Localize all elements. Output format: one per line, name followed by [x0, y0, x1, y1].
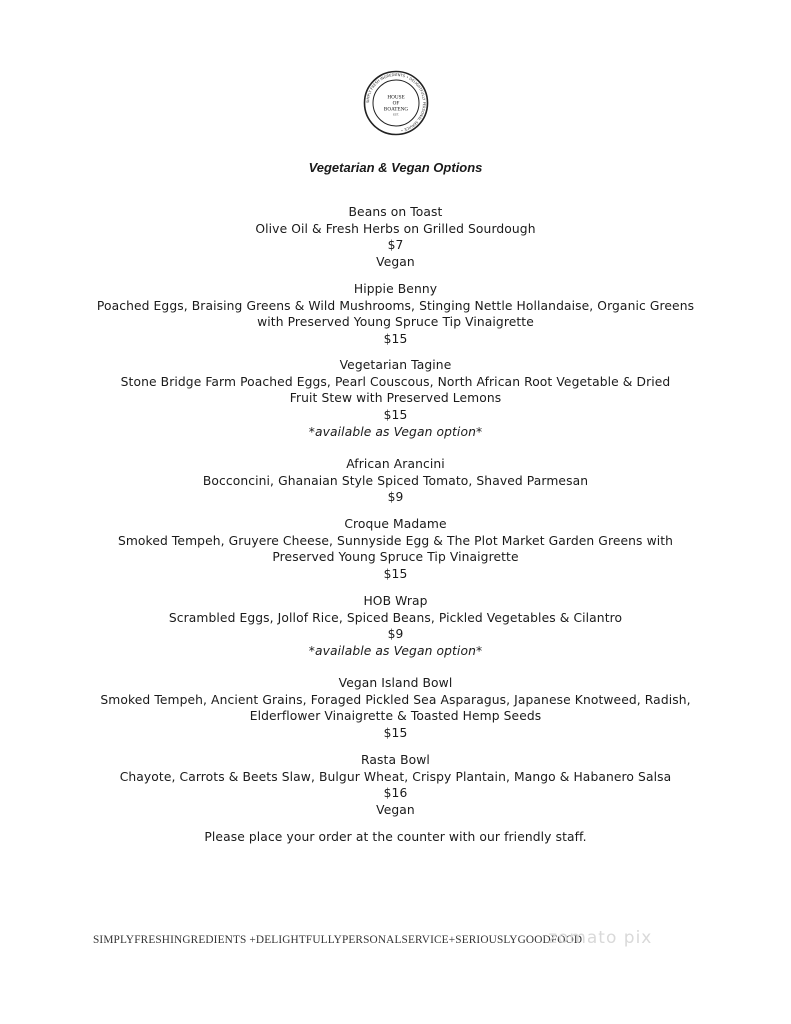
- item-price: $15: [383, 726, 408, 741]
- item-name: Croque Madame: [344, 517, 447, 531]
- item-price: $15: [383, 567, 408, 582]
- item-vegan-option-note: *available as Vegan option*: [308, 424, 483, 439]
- house-of-boateng-logo: [363, 70, 429, 136]
- svg-text:EST.: EST.: [393, 112, 399, 117]
- item-description: Preserved Young Spruce Tip Vinaigrette: [272, 550, 519, 565]
- item-price: $15: [383, 332, 408, 347]
- item-description: Stone Bridge Farm Poached Eggs, Pearl Couscous, North African Root Vegetable & Dried: [120, 374, 671, 389]
- svg-text:HOUSE: HOUSE: [387, 94, 405, 101]
- item-price: $16: [383, 786, 408, 801]
- item-name: Hippie Benny: [353, 282, 438, 296]
- item-name: HOB Wrap: [363, 594, 428, 608]
- svg-text:BOATENG: BOATENG: [383, 106, 409, 113]
- item-description: Olive Oil & Fresh Herbs on Grilled Sourdough: [255, 221, 536, 236]
- item-description: with Preserved Young Spruce Tip Vinaigrette: [257, 315, 534, 330]
- item-description: Smoked Tempeh, Ancient Grains, Foraged Pickled Sea Asparagus, Japanese Knotweed, Radish,: [100, 692, 691, 707]
- watermark: zomato pix: [548, 928, 653, 948]
- item-name: Beans on Toast: [348, 205, 443, 219]
- item-price: $15: [383, 408, 408, 423]
- footer-tagline: SIMPLYFRESHINGREDIENTS +DELIGHTFULLYPERSONALSERVICE+SERIOUSLYGOODFOOD: [93, 934, 583, 946]
- item-name: Rasta Bowl: [361, 753, 430, 767]
- item-price: $9: [387, 490, 404, 505]
- item-name: Vegetarian Tagine: [339, 358, 452, 372]
- item-description: Bocconcini, Ghanaian Style Spiced Tomato, Shaved Parmesan: [202, 473, 589, 488]
- item-description: Chayote, Carrots & Beets Slaw, Bulgur Wheat, Crispy Plantain, Mango & Habanero Salsa: [119, 769, 672, 784]
- item-price: $7: [387, 238, 404, 253]
- item-name: Vegan Island Bowl: [338, 676, 453, 690]
- item-note: Vegan: [376, 803, 415, 818]
- menu-title: Vegetarian & Vegan Options: [308, 160, 483, 175]
- item-price: $9: [387, 627, 404, 642]
- logo-ring-text: SIMPLY FRESH INGREDIENTS • DELIGHTFULLY PERSONAL SERVICE •: [365, 72, 427, 133]
- item-description: Fruit Stew with Preserved Lemons: [289, 391, 502, 406]
- item-description: Scrambled Eggs, Jollof Rice, Spiced Beans, Pickled Vegetables & Cilantro: [168, 610, 623, 625]
- item-description: Smoked Tempeh, Gruyere Cheese, Sunnyside Egg & The Plot Market Garden Greens with: [117, 533, 674, 548]
- svg-text:OF: OF: [392, 100, 400, 107]
- item-vegan-option-note: *available as Vegan option*: [308, 644, 483, 659]
- item-description: Poached Eggs, Braising Greens & Wild Mushrooms, Stinging Nettle Hollandaise, Organic Greens: [96, 298, 695, 313]
- item-description: Elderflower Vinaigrette & Toasted Hemp Seeds: [249, 709, 542, 724]
- item-name: African Arancini: [346, 457, 445, 471]
- closing-note: Please place your order at the counter with our friendly staff.: [204, 830, 587, 844]
- item-note: Vegan: [376, 255, 415, 270]
